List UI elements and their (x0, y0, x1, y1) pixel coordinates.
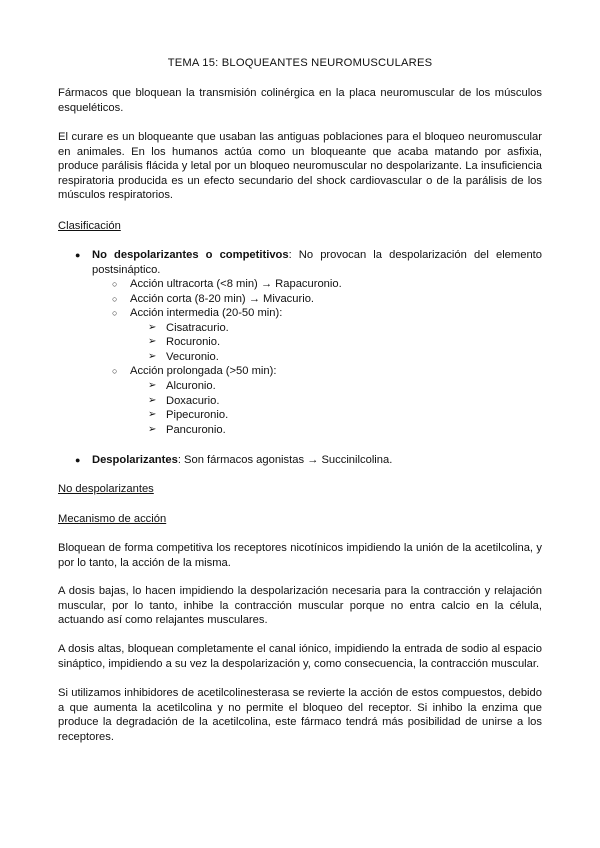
intro-text: Fármacos que bloquean la transmisión colinérgica en la placa neuromuscular de los músculos esqueléticos. (58, 87, 542, 114)
list-subitem-label: Vecuronio. (166, 351, 219, 363)
list-item-label: Acción corta (8-20 min) → Mivacurio. (130, 293, 315, 305)
arrowhead-bullet-icon: ➢ (148, 380, 157, 391)
list-subitem-label: Rocuronio. (166, 336, 221, 348)
page-title: TEMA 15: BLOQUEANTES NEUROMUSCULARES (167, 57, 433, 69)
list-subitem-label: Doxacurio. (166, 395, 220, 407)
list-subitem-label: Pancuronio. (166, 424, 226, 436)
circle-bullet-icon: ○ (112, 308, 118, 318)
bullet2-text: : Son fármacos agonistas → Succinilcolina. (177, 454, 393, 466)
mecanismo-paragraph-2 (58, 584, 542, 628)
clasificacion-heading: Clasificación (58, 220, 121, 232)
bullet-dot-icon: ● (75, 455, 81, 465)
bullet1-bold: No despolarizantes o competitivos (92, 249, 289, 261)
list-item-label: Acción prolongada (>50 min): (130, 365, 277, 377)
arrowhead-bullet-icon: ➢ (148, 409, 157, 420)
paragraph-text: Si utilizamos inhibidores de acetilcolinesterasa se revierte la acción de estos compuestos, debido a que aumenta la acetilcolina y no permite el bloqueo del receptor. Si inhibo la enzima que produce la degradación de la acetilcolina, este fármaco tendrá más posibilidad de unirse a los receptores. (58, 687, 542, 743)
mecanismo-heading: Mecanismo de acción (58, 513, 167, 525)
circle-bullet-icon: ○ (112, 294, 118, 304)
list-subitem-label: Pipecuronio. (166, 409, 229, 421)
paragraph-text: Bloquean de forma competitiva los receptores nicotínicos impidiendo la unión de la acetilcolina, y por lo tanto, la acción de la misma. (58, 542, 542, 569)
paragraph-text: A dosis bajas, lo hacen impidiendo la despolarización necesaria para la contracción y relajación muscular, por lo tanto, inhibe la contracción muscular porque no entra calcio en la célula, actuando así como relajantes musculares. (58, 585, 542, 626)
arrowhead-bullet-icon: ➢ (148, 395, 157, 406)
arrowhead-bullet-icon: ➢ (148, 336, 157, 347)
paragraph-text: A dosis altas, bloquean completamente el canal iónico, impidiendo la entrada de sodio al espacio sináptico, impidiendo a su vez la despolarización y, como consecuencia, la contracción muscular. (58, 643, 542, 670)
arrowhead-bullet-icon: ➢ (148, 351, 157, 362)
curare-text: El curare es un bloqueante que usaban las antiguas poblaciones para el bloqueo neuromuscular en animales. En los humanos actúa como un bloqueante que acaba matando por asfixia, produce parálisis flácida y letal por un bloqueo neuromuscular no despolarizante. La insuficiencia respiratoria producida es un efecto secundario del shock cardiovascular o de la parálisis de los músculos respiratorios. (58, 131, 542, 201)
arrowhead-bullet-icon: ➢ (148, 424, 157, 435)
mecanismo-paragraph-4 (58, 686, 542, 744)
bullet-despolarizantes-text (92, 453, 542, 468)
no-despolarizantes-heading: No despolarizantes (58, 483, 154, 495)
arrowhead-bullet-icon: ➢ (148, 322, 157, 333)
mecanismo-paragraph-3 (58, 642, 542, 671)
list-item-label: Acción intermedia (20-50 min): (130, 307, 283, 319)
bullet2-bold: Despolarizantes (92, 454, 178, 466)
list-item-label: Acción ultracorta (<8 min) → Rapacuronio. (130, 278, 342, 290)
intro-paragraph (58, 86, 542, 115)
list-subitem-label: Alcuronio. (166, 380, 216, 392)
bullet-dot-icon: ● (75, 250, 81, 260)
list-subitem-label: Cisatracurio. (166, 322, 229, 334)
bullet1-text: : No provocan la despolarización del elemento postsináptico. (92, 249, 542, 276)
bullet-no-despolarizantes-text (92, 248, 542, 277)
circle-bullet-icon: ○ (112, 366, 118, 376)
curare-paragraph (58, 130, 542, 203)
circle-bullet-icon: ○ (112, 279, 118, 289)
mecanismo-paragraph-1 (58, 541, 542, 570)
